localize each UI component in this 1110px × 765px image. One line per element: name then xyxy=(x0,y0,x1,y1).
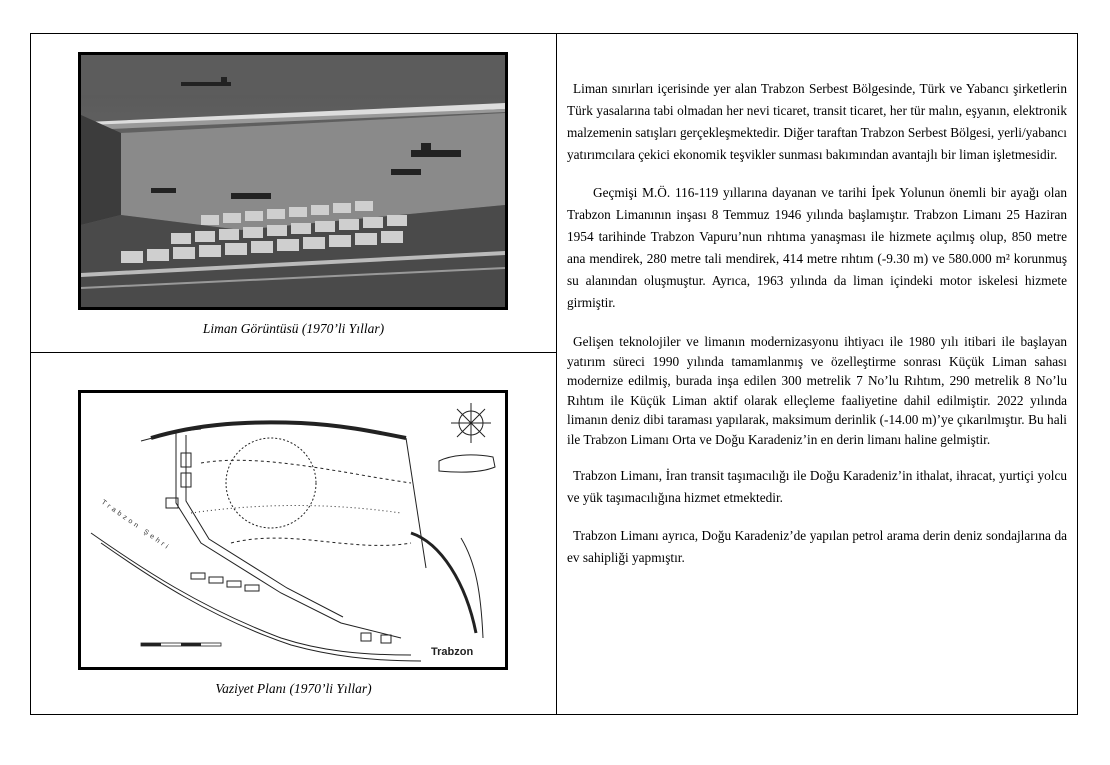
plan-city-label: Trabzon xyxy=(431,646,474,658)
port-photo xyxy=(78,52,508,310)
site-plan-drawing xyxy=(81,393,505,667)
photo-caption: Liman Görüntüsü (1970’li Yıllar) xyxy=(202,321,385,336)
document-table xyxy=(30,33,1078,715)
paragraph-history: Geçmişi M.Ö. 116-119 yıllarına dayanan ve tarihi İpek Yolunun önemli bir ayağı olan Trabzon Limanının inşası 8 Temmuz 1946 yılında başlamıştır. Trabzon Limanı 25 Haziran 1954 tarihinde Trabzon Vapuru’nun rıhtıma yanaşması ile hizmete açılmış olup, 850 metre ana mendirek, 280 metre tali mendirek, 414 metre rıhtım (-9.30 m) ve 580.000 m² korunmuş su alanından oluşmuştur. Ayrıca, 1963 yılında da liman içindeki motor iskelesi hizmete girmiştir. xyxy=(567,185,1067,310)
scale-bar xyxy=(141,643,221,646)
body-text xyxy=(567,78,1067,569)
port-photo-drawing xyxy=(81,55,505,307)
plan-coast-label: Trabzon Şehri xyxy=(99,498,172,553)
plan-caption: Vaziyet Planı (1970’li Yıllar) xyxy=(215,681,372,696)
paragraph-transit: Trabzon Limanı, İran transit taşımacılığı ile Doğu Karadeniz’in ithalat, ihracat, yurtiçi yolcu ve yük taşımacılığına hizmet etmektedir. xyxy=(567,468,1067,505)
paragraph-drilling: Trabzon Limanı ayrıca, Doğu Karadeniz’de yapılan petrol arama derin deniz sondajlarına da ev sahipliği yapmıştır. xyxy=(567,528,1067,565)
column-divider xyxy=(556,34,557,714)
paragraph-free-zone: Liman sınırları içerisinde yer alan Trabzon Serbest Bölgesinde, Türk ve Yabancı şirketlerin Türk yasalarına tabi olmadan her nevi ticaret, transit ticaret, her tür malın, eşyanın, elektronik malzemenin satışları gerçekleşmektedir. Diğer taraftan Trabzon Serbest Bölgesi, yerli/yabancı yatırımcılara çekici ekonomik teşvikler sunması bakımından avantajlı bir liman işletmesidir. xyxy=(567,81,1067,162)
paragraph-modernization: Gelişen teknolojiler ve limanın modernizasyonu ihtiyacı ile 1980 yılı itibari ile başlayan yatırım süreci 1990 yılında tamamlanmış ve özelleştirme sonrası Küçük Liman sahası modernize edilmiş, burada inşa edilen 300 metrelik 7 No’lu Rıhtım, 290 metrelik 8 No’lu Rıhtım ile Küçük Liman aktif olarak elleçleme faaliyetine dahil edilmiştir. 2022 yılında limanın deniz dibi taraması yapılarak, maksimum derinlik (-14.00 m)’ye çıkarılmıştır. Bu hali ile Trabzon Limanı Orta ve Doğu Karadeniz’in en derin limanı haline gelmiştir. xyxy=(567,334,1067,447)
site-plan xyxy=(78,390,508,670)
row-divider xyxy=(31,352,556,353)
